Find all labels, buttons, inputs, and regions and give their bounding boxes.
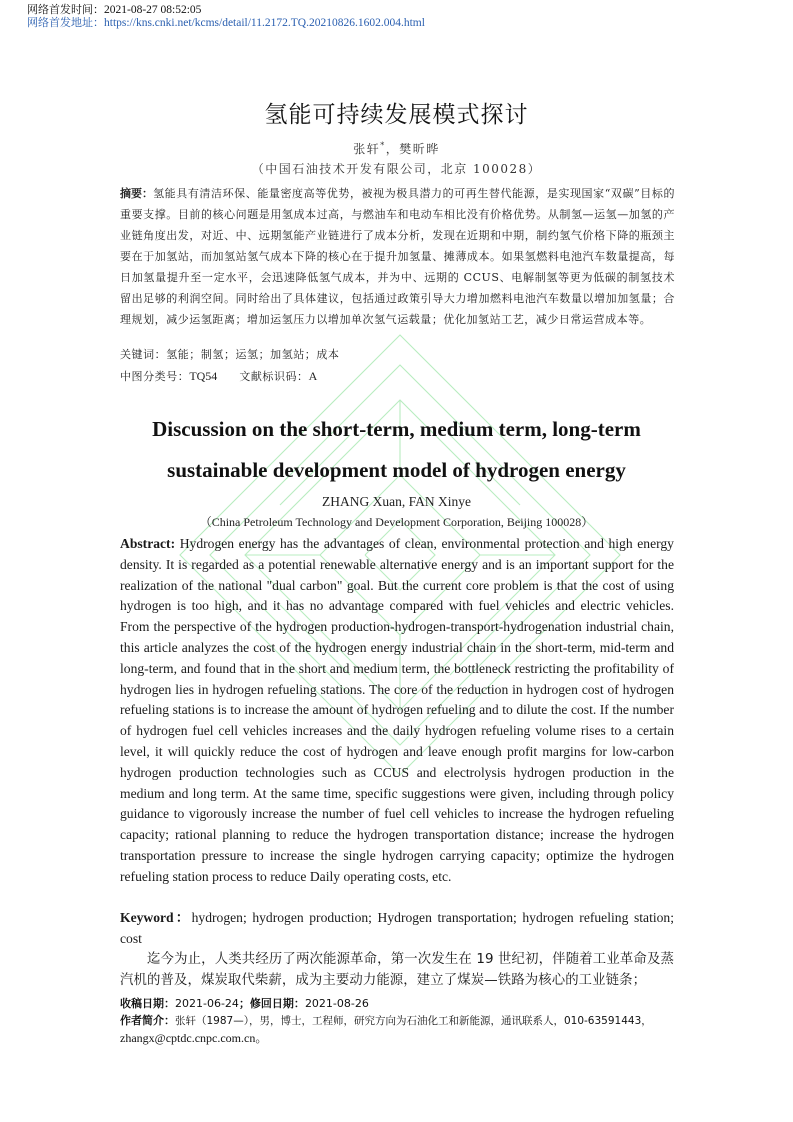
author-email[interactable]: zhangx@cptdc.cnpc.com.cn。 — [120, 1031, 268, 1045]
received-date-label: 收稿日期： — [120, 997, 175, 1010]
revised-date: 2021-08-26 — [304, 997, 369, 1010]
document-code-label: 文献标识码： — [239, 370, 309, 383]
online-publish-time-value: 2021-08-27 08:52:05 — [104, 4, 202, 16]
english-title-line-1: Discussion on the short-term, medium term, long-term — [152, 417, 641, 441]
chinese-affiliation: （中国石油技术开发有限公司，北京 100028） — [251, 162, 542, 176]
classification-label: 中图分类号： — [120, 370, 190, 383]
online-publish-time-label: 网络首发时间： — [27, 3, 104, 16]
english-keywords-label: Keyword： — [120, 910, 192, 925]
revised-date-label: ；修回日期： — [238, 997, 305, 1010]
author-bio-text: 张轩（1987—），男，博士，工程师，研究方向为石油化工和新能源，通讯联系人，010-63591443， — [175, 1015, 652, 1027]
chinese-abstract-label: 摘要： — [120, 187, 154, 200]
online-publish-time — [27, 3, 201, 17]
online-publish-url — [27, 16, 425, 30]
english-title-line-2: sustainable development model of hydrogen energy — [167, 458, 626, 482]
footnote-dates — [120, 995, 680, 1012]
body-paragraph: 迄今为止，人类共经历了两次能源革命，第一次发生在 19 世纪初，伴随着工业革命及蒸汽机的普及，煤炭取代柴薪，成为主要动力能源，建立了煤炭—铁路为核心的工业链条； — [120, 952, 674, 988]
english-keywords — [120, 908, 674, 950]
document-code-value: A — [308, 369, 318, 383]
online-publish-url-label: 网络首发地址： — [27, 16, 104, 29]
chinese-keywords-label: 关键词： — [120, 348, 167, 361]
chinese-title: 氢能可持续发展模式探讨 — [264, 102, 529, 128]
classification-value: TQ54 — [189, 369, 218, 383]
english-affiliation: （China Petroleum Technology and Development Corporation, Beijing 100028） — [199, 515, 594, 529]
online-publish-url-link[interactable]: https://kns.cnki.net/kcms/detail/11.2172.TQ.20210826.1602.004.html — [104, 17, 425, 29]
english-abstract — [120, 534, 674, 888]
english-keywords-text: hydrogen; hydrogen production; Hydrogen transportation; hydrogen refueling station; cost — [120, 910, 674, 946]
received-date: 2021-06-24 — [175, 997, 239, 1010]
footnote-author-bio — [120, 1012, 680, 1047]
chinese-keywords-text: 氢能；制氢；运氢；加氢站；成本 — [166, 348, 340, 361]
author-bio-label: 作者简介： — [120, 1014, 175, 1027]
english-abstract-label: Abstract: — [120, 536, 176, 551]
chinese-abstract-text: 氢能具有清洁环保、能量密度高等优势，被视为极具潜力的可再生替代能源，是实现国家“双碳”目标的重要支撑。目前的核心问题是用氢成本过高，与燃油车和电动车相比没有价格优势。从制氢—运氢—加氢的产业链角度出发，对近、中、远期氢能产业链进行了成本分析，发现在近期和中期，制约氢气价格下降的瓶颈主要在于加氢站，而加氢站氢气成本下降的核心在于提升加氢量、摊薄成本。如果氢燃料电池汽车数量提高，每日加氢量提升至一定水平，会迅速降低氢气成本，并为中、远期的 CCUS、电解制氢等更为低碳的制氢技术留出足够的利润空间。同时给出了具体建议，包括通过政策引导大力增加燃料电池汽车数量以增加加氢量；合理规划，减少运氢距离；增加运氢压力以增加单次氢气运载量；优化加氢站工艺，减少日常运营成本等。 — [120, 187, 675, 326]
english-authors: ZHANG Xuan, FAN Xinye — [322, 494, 471, 509]
classification-line — [120, 366, 317, 387]
chinese-author-2: ，樊昕晔 — [385, 142, 440, 156]
corresponding-author-mark: * — [380, 141, 386, 150]
chinese-keywords — [120, 344, 339, 365]
chinese-abstract — [120, 183, 675, 330]
english-abstract-text: Hydrogen energy has the advantages of clean, environmental protection and high energy density. It is regarded as a potential renewable alternative energy and is an important support for the realization of the national "dual carbon" goal. But the current core problem is that the cost of using hydrogen is too high, and it has no advantage compared with fuel vehicles and electric vehicles. From the perspective of the hydrogen production-hydrogen-transport-hydrogenation industrial chain, this article analyzes the cost of the hydrogen energy industrial chain in the short-term, mid-term and long-term, and found that in the short and medium term, the bottleneck restricting the profitability of hydrogen lies in hydrogen refueling stations. The core of the reduction in hydrogen cost of hydrogen refueling stations is to increase the amount of hydrogen refueling and to dilute the cost. If the number of hydrogen fuel cell vehicles increases and the daily hydrogen refueling volume rises to a certain level, it will quickly reduce the cost of hydrogen and leave enough profit margins for low-carbon hydrogen production technologies such as CCUS and electrolysis hydrogen production in the medium and long term. At the same time, specific suggestions were given, including through policy guidance to vigorously increase the number of fuel cell vehicles to increase the hydrogen refueling capacity; rational planning to reduce the hydrogen transportation distance; increase the hydrogen transportation pressure to increase the single hydrogen carrying capacity; optimize the hydrogen refueling station process to reduce Daily operating costs, etc. — [120, 536, 674, 884]
chinese-author-1: 张轩 — [353, 142, 381, 156]
chinese-authors — [0, 138, 793, 157]
